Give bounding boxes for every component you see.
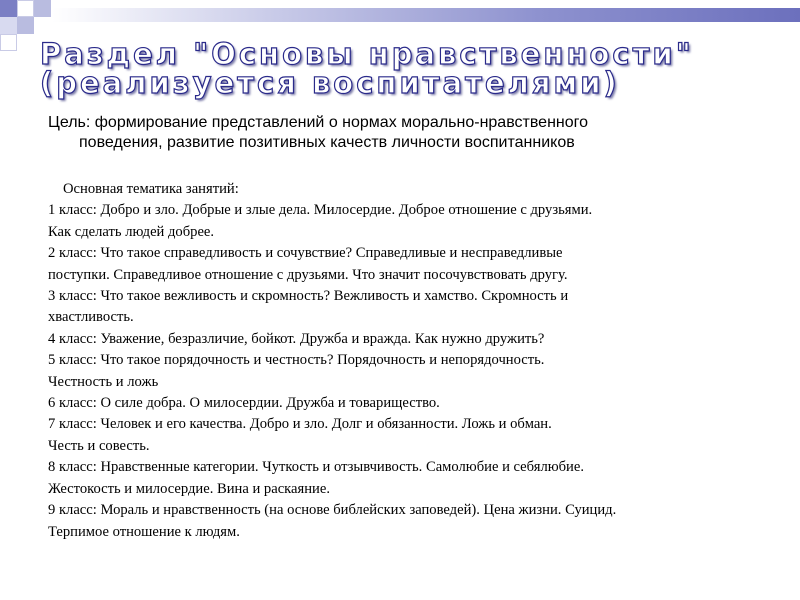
topic-line: Терпимое отношение к людям. (48, 523, 240, 540)
topic-line: 8 класс: Нравственные категории. Чуткость и отзывчивость. Самолюбие и себялюбие. (48, 459, 584, 476)
topic-line: Честь и совесть. (48, 437, 150, 454)
topics-heading: Основная тематика занятий: (63, 181, 239, 197)
topic-line: 1 класс: Добро и зло. Добрые и злые дела. Милосердие. Доброе отношение с друзьями. (48, 202, 593, 219)
topic-line: Честность и ложь (48, 373, 159, 390)
corner-square (0, 17, 17, 34)
slide-title (40, 37, 780, 100)
corner-square (0, 0, 17, 17)
topics-list (48, 179, 788, 543)
corner-square (34, 0, 51, 17)
topic-line: 6 класс: О силе добра. О милосердии. Дружба и товарищество. (48, 395, 440, 412)
topic-line: 9 класс: Мораль и нравственность (на основе библейских заповедей). Цена жизни. Суицид. (48, 502, 617, 519)
topic-line: Жестокость и милосердие. Вина и раскаяние. (48, 480, 330, 497)
topic-line: 3 класс: Что такое вежливость и скромность? Вежливость и хамство. Скромность и (48, 288, 569, 305)
goal-line1: Цель: формирование представлений о нормах морально-нравственного (48, 114, 589, 131)
header-gradient-bar (52, 8, 800, 22)
corner-square (17, 0, 34, 17)
topic-line: Как сделать людей добрее. (48, 223, 215, 240)
corner-square (0, 34, 17, 51)
slide-title-line1: Раздел "Основы нравственности" (40, 37, 694, 71)
goal-text (48, 113, 748, 153)
topic-line: 5 класс: Что такое порядочность и честность? Порядочность и непорядочность. (48, 352, 545, 369)
topic-line: 7 класс: Человек и его качества. Добро и зло. Долг и обязанности. Ложь и обман. (48, 416, 552, 433)
slide-title-line2: (реализуется воспитателями) (40, 66, 620, 100)
corner-square (17, 17, 34, 34)
topic-line: 2 класс: Что такое справедливость и сочувствие? Справедливые и несправедливые (48, 245, 563, 262)
topic-line: поступки. Справедливое отношение с друзьями. Что значит посочувствовать другу. (48, 266, 568, 283)
topic-line: хвастливость. (48, 309, 134, 326)
goal-line2: поведения, развитие позитивных качеств личности воспитанников (79, 134, 575, 151)
topic-line: 4 класс: Уважение, безразличие, бойкот. Дружба и вражда. Как нужно дружить? (48, 330, 545, 347)
